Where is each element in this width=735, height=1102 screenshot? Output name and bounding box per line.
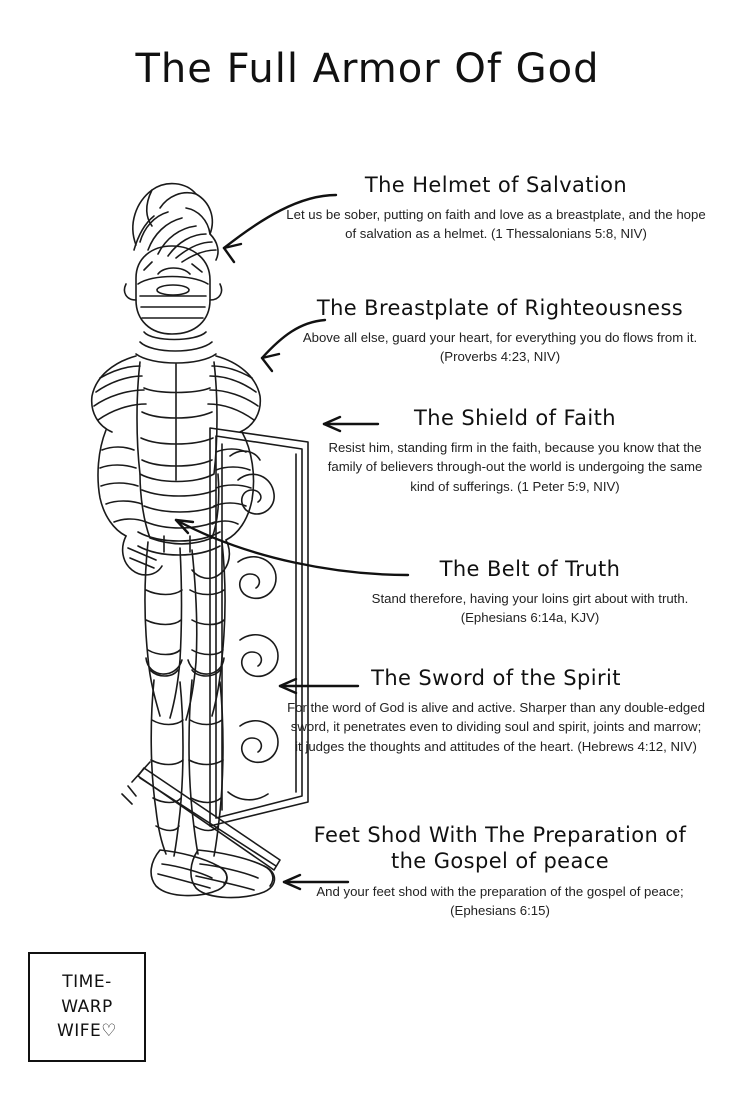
annotation-helmet-heading: The Helmet of Salvation [364, 173, 628, 197]
annotation-feet-body: And your feet shod with the preparation of the gospel of peace; (Ephesians 6:15) [316, 883, 684, 918]
brand-logo [28, 952, 146, 1062]
annotation-breastplate-heading: The Breastplate of Righteousness [316, 296, 684, 320]
annotation-belt-heading: The Belt of Truth [439, 557, 621, 581]
annotation-sword-body: For the word of God is alive and active. Sharper than any double-edged sword, it penetrates even to dividing soul and spirit, joints and marrow; it judges the thoughts and attitudes of the heart. (Hebrews 4:12, NIV) [287, 700, 705, 754]
annotation-belt [360, 556, 700, 628]
annotation-breastplate [300, 295, 700, 367]
annotation-belt-body: Stand therefore, having your loins girt about with truth. (Ephesians 6:14a, KJV) [371, 591, 689, 626]
annotation-sword [286, 665, 706, 756]
annotation-shield-body: Resist him, standing firm in the faith, because you know that the family of believers through-out the world is undergoing the same kind of sufferings. (1 Peter 5:9, NIV) [327, 440, 703, 494]
annotation-feet-heading: Feet Shod With The Preparation of the Gospel of peace [313, 823, 687, 874]
annotation-sword-heading: The Sword of the Spirit [371, 666, 621, 690]
annotation-shield [320, 405, 710, 496]
annotation-shield-heading: The Shield of Faith [414, 406, 616, 430]
logo-line-3: WIFE♡ [56, 1021, 118, 1042]
logo-line-2: WARP [61, 996, 113, 1017]
annotation-helmet-body: Let us be sober, putting on faith and love as a breastplate, and the hope of salvation as a helmet. (1 Thessalonians 5:8, NIV) [286, 207, 706, 242]
knight-illustration [40, 150, 340, 940]
annotation-feet [300, 822, 700, 920]
logo-line-1: TIME- [62, 972, 112, 993]
annotation-breastplate-body: Above all else, guard your heart, for everything you do flows from it. (Proverbs 4:23, NIV) [302, 330, 698, 365]
annotation-helmet [286, 172, 706, 244]
page-title: The Full Armor Of God [135, 46, 600, 92]
